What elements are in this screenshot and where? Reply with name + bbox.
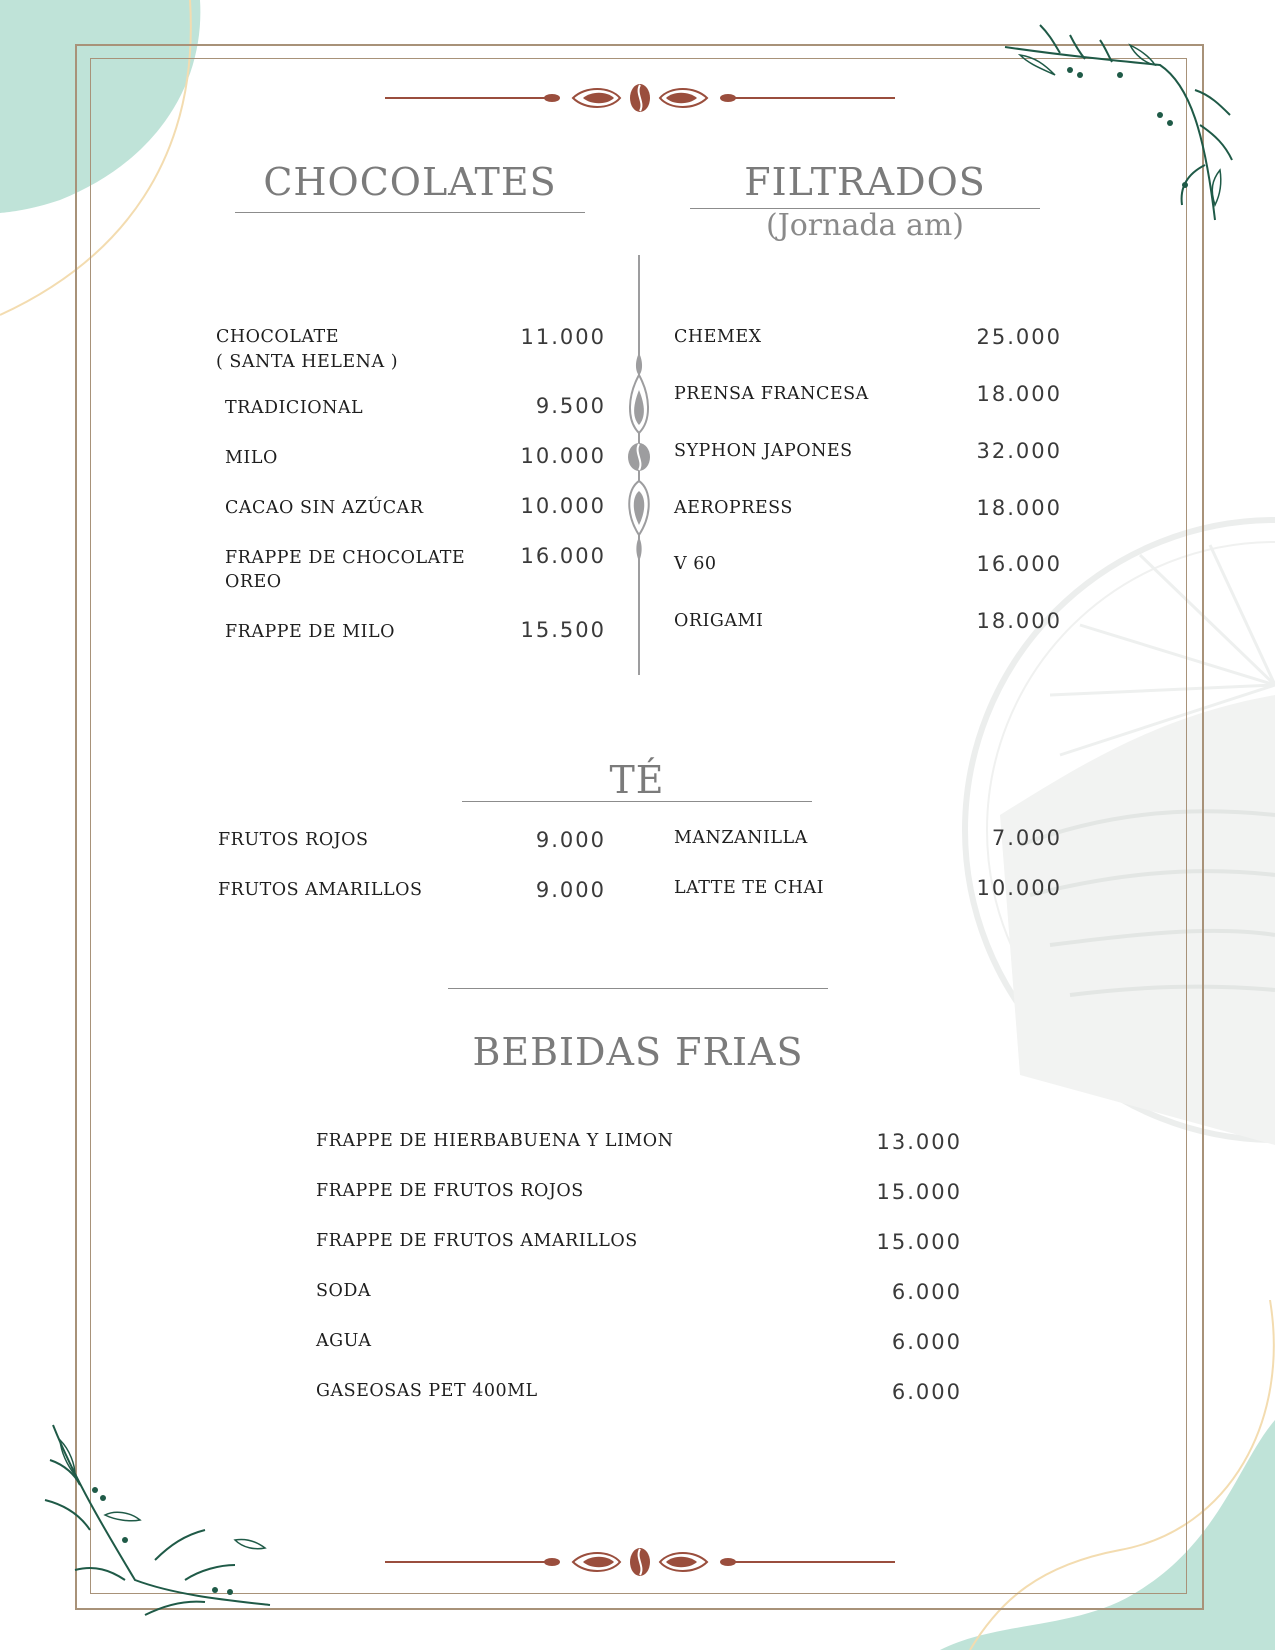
chocolates-rule	[235, 212, 585, 213]
bebidas-frias-item-name: FRAPPE DE FRUTOS AMARILLOS	[316, 1231, 638, 1251]
chocolates-item-price: 10.000	[520, 444, 606, 468]
te-item-price: 9.000	[535, 878, 606, 902]
top-divider-ornament	[385, 82, 895, 114]
bebidas-frias-item-price: 13.000	[876, 1130, 962, 1154]
bebidas-frias-item-name: AGUA	[316, 1331, 372, 1351]
te-item-price: 10.000	[976, 876, 1062, 900]
chocolates-item-name: MILO	[225, 448, 278, 468]
filtrados-item-name: PRENSA FRANCESA	[674, 384, 869, 404]
chocolates-item-name-line2: ( SANTA HELENA )	[216, 352, 399, 372]
leaf-branch-icon	[35, 1420, 275, 1620]
bebidas-frias-item-name: SODA	[316, 1281, 372, 1301]
bebidas-frias-item-name: FRAPPE DE HIERBABUENA Y LIMON	[316, 1131, 674, 1151]
filtrados-item-name: CHEMEX	[674, 327, 762, 347]
drop-ornament-icon	[618, 255, 658, 675]
chocolates-title: CHOCOLATES	[263, 160, 557, 204]
filtrados-item-price: 32.000	[976, 439, 1062, 463]
bebidas-frias-item-price: 15.000	[876, 1180, 962, 1204]
filtrados-subtitle: (Jornada am)	[765, 208, 964, 243]
bebidas-frias-item-name: FRAPPE DE FRUTOS ROJOS	[316, 1181, 584, 1201]
filtrados-item-price: 18.000	[976, 382, 1062, 406]
bebidas-frias-item-price: 6.000	[891, 1280, 962, 1304]
te-item-name: FRUTOS ROJOS	[218, 830, 369, 850]
bebidas-frias-item-price: 15.000	[876, 1230, 962, 1254]
filtrados-title: FILTRADOS	[744, 160, 986, 204]
filtrados-item-price: 18.000	[976, 609, 1062, 633]
bottom-divider-ornament	[385, 1546, 895, 1578]
te-rule	[462, 801, 812, 802]
filtrados-item-name: V 60	[674, 554, 717, 574]
chocolates-item-name: CHOCOLATE	[216, 327, 339, 347]
filtrados-item-name: ORIGAMI	[674, 611, 764, 631]
bebidas-frias-item-price: 6.000	[891, 1380, 962, 1404]
chocolates-item-price: 9.500	[535, 394, 606, 418]
chocolates-item-name: FRAPPE DE CHOCOLATE	[225, 548, 466, 568]
te-title: TÉ	[609, 758, 665, 802]
bebidas-frias-title: BEBIDAS FRIAS	[472, 1030, 804, 1074]
chocolates-item-price: 16.000	[520, 544, 606, 568]
te-item-price: 9.000	[535, 828, 606, 852]
bebidas-frias-item-price: 6.000	[891, 1330, 962, 1354]
filtrados-item-name: AEROPRESS	[674, 498, 793, 518]
bebidas-frias-rule	[448, 988, 828, 989]
chocolates-item-price: 10.000	[520, 494, 606, 518]
chocolates-item-name: TRADICIONAL	[225, 398, 364, 418]
chocolates-item-price: 15.500	[520, 618, 606, 642]
filtrados-item-name: SYPHON JAPONES	[674, 441, 853, 461]
te-item-name: LATTE TE CHAI	[674, 878, 825, 898]
filtrados-item-price: 16.000	[976, 552, 1062, 576]
chocolates-item-price: 11.000	[520, 325, 606, 349]
filtrados-item-price: 25.000	[976, 325, 1062, 349]
chocolates-item-name-line2: OREO	[225, 572, 282, 592]
filtrados-item-price: 18.000	[976, 496, 1062, 520]
te-item-name: MANZANILLA	[674, 828, 808, 848]
chocolates-item-name: CACAO SIN AZÚCAR	[225, 498, 424, 518]
bebidas-frias-item-name: GASEOSAS PET 400ML	[316, 1381, 538, 1401]
te-item-name: FRUTOS AMARILLOS	[218, 880, 423, 900]
chocolates-item-name: FRAPPE DE MILO	[225, 622, 396, 642]
te-item-price: 7.000	[991, 826, 1062, 850]
